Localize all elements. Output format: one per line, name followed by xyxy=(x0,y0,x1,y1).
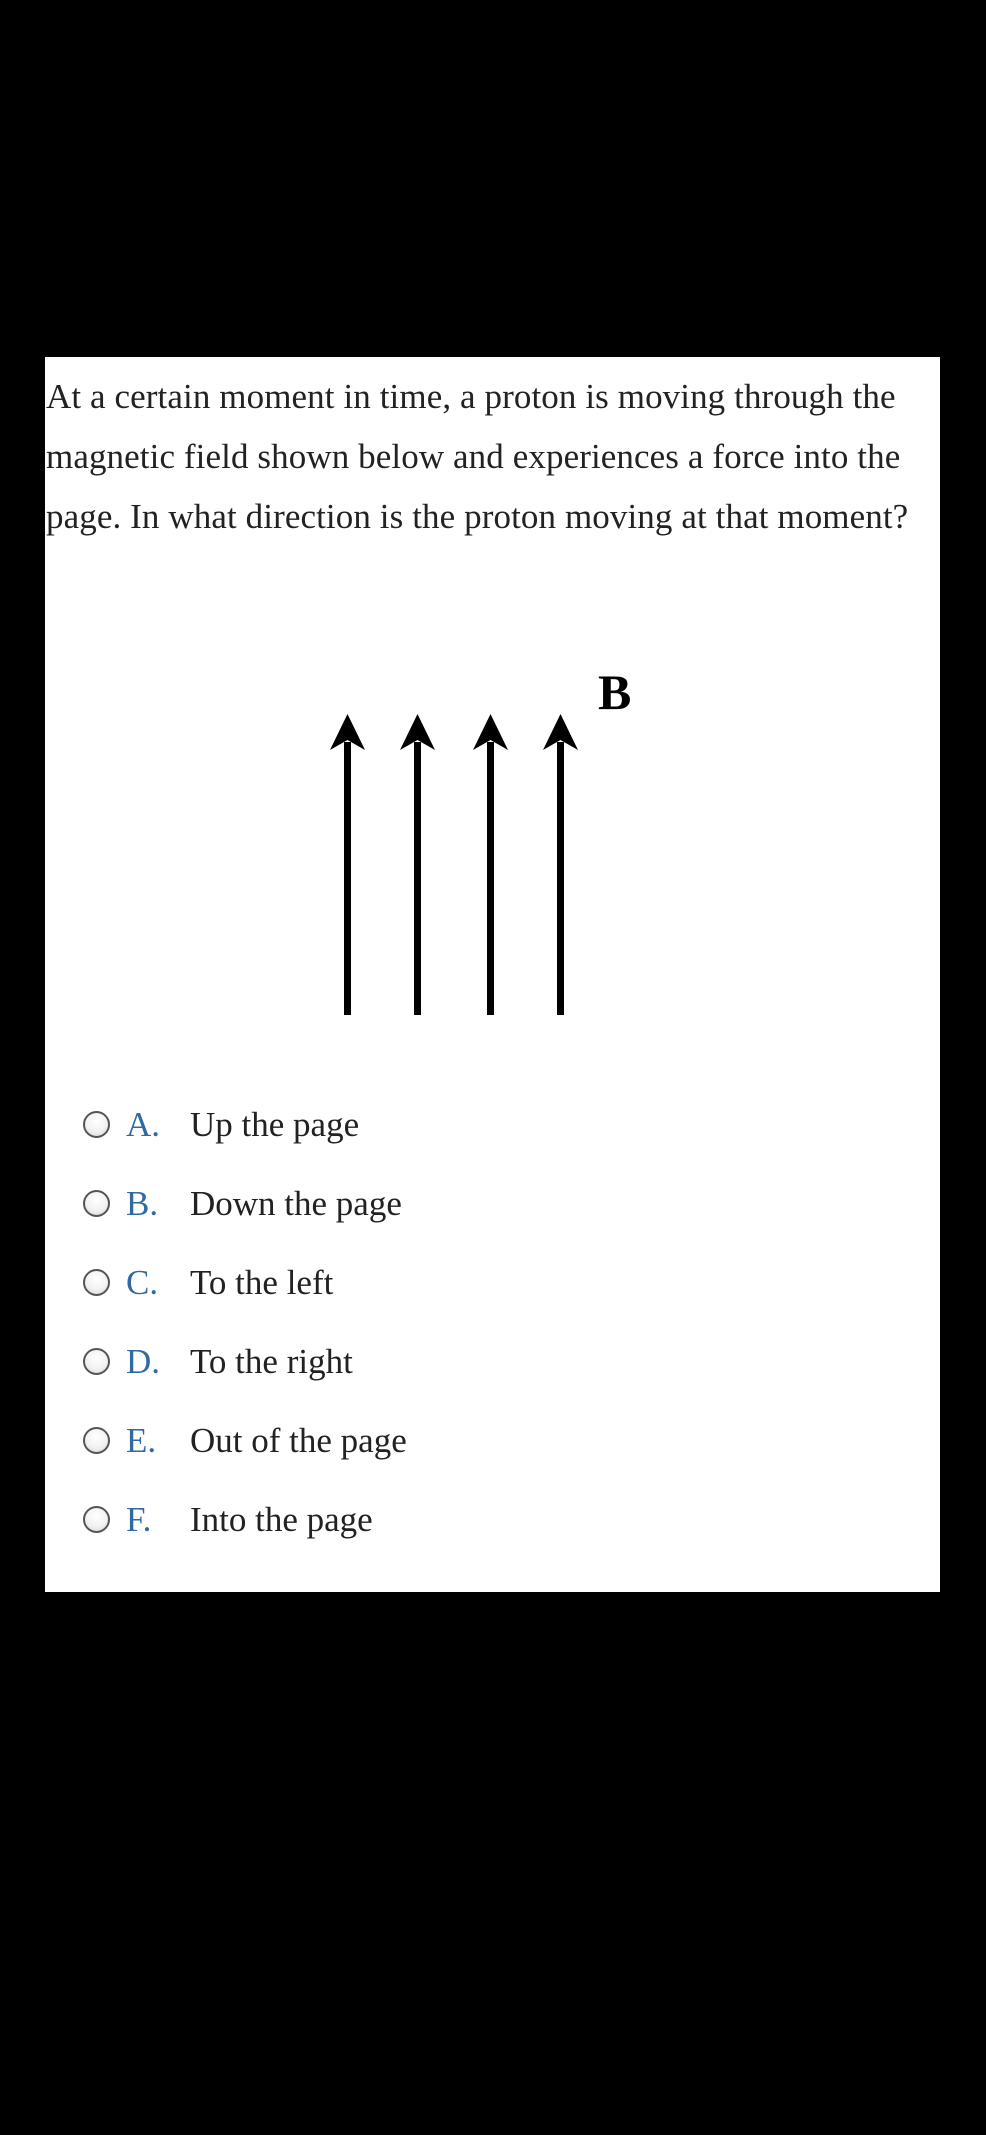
field-arrow-shaft xyxy=(557,742,564,1015)
question-text: At a certain moment in time, a proton is moving through the magnetic field shown below and experiences a force into the page. In what direction is the proton moving at that moment? xyxy=(46,377,909,536)
radio-button[interactable] xyxy=(83,1111,110,1138)
option-label[interactable]: To the right xyxy=(190,1341,353,1381)
field-arrow-shaft xyxy=(487,742,494,1015)
option-label[interactable]: Up the page xyxy=(190,1104,360,1144)
magnetic-field-arrows-icon xyxy=(45,657,940,1037)
radio-button[interactable] xyxy=(83,1269,110,1296)
field-arrow-shaft xyxy=(344,742,351,1015)
answer-options xyxy=(45,1085,940,1559)
option-letter: F. xyxy=(126,1499,152,1539)
magnetic-field-diagram xyxy=(45,657,940,1037)
option-label[interactable]: Out of the page xyxy=(190,1420,407,1460)
option-label[interactable]: Down the page xyxy=(190,1183,402,1223)
option-a[interactable] xyxy=(45,1085,940,1164)
option-label[interactable]: To the left xyxy=(190,1262,334,1302)
option-e[interactable] xyxy=(45,1401,940,1480)
option-letter: C. xyxy=(126,1262,159,1302)
option-letter: A. xyxy=(126,1104,161,1144)
option-letter: D. xyxy=(126,1341,161,1381)
field-label: B xyxy=(598,664,632,720)
question-panel xyxy=(45,357,940,1592)
option-letter: B. xyxy=(126,1183,159,1223)
option-label[interactable]: Into the page xyxy=(190,1499,373,1539)
option-f[interactable] xyxy=(45,1480,940,1559)
radio-button[interactable] xyxy=(83,1506,110,1533)
option-b[interactable] xyxy=(45,1164,940,1243)
option-d[interactable] xyxy=(45,1322,940,1401)
option-c[interactable] xyxy=(45,1243,940,1322)
radio-button[interactable] xyxy=(83,1427,110,1454)
radio-button[interactable] xyxy=(83,1348,110,1375)
field-arrow-shaft xyxy=(414,742,421,1015)
radio-button[interactable] xyxy=(83,1190,110,1217)
option-letter: E. xyxy=(126,1420,157,1460)
